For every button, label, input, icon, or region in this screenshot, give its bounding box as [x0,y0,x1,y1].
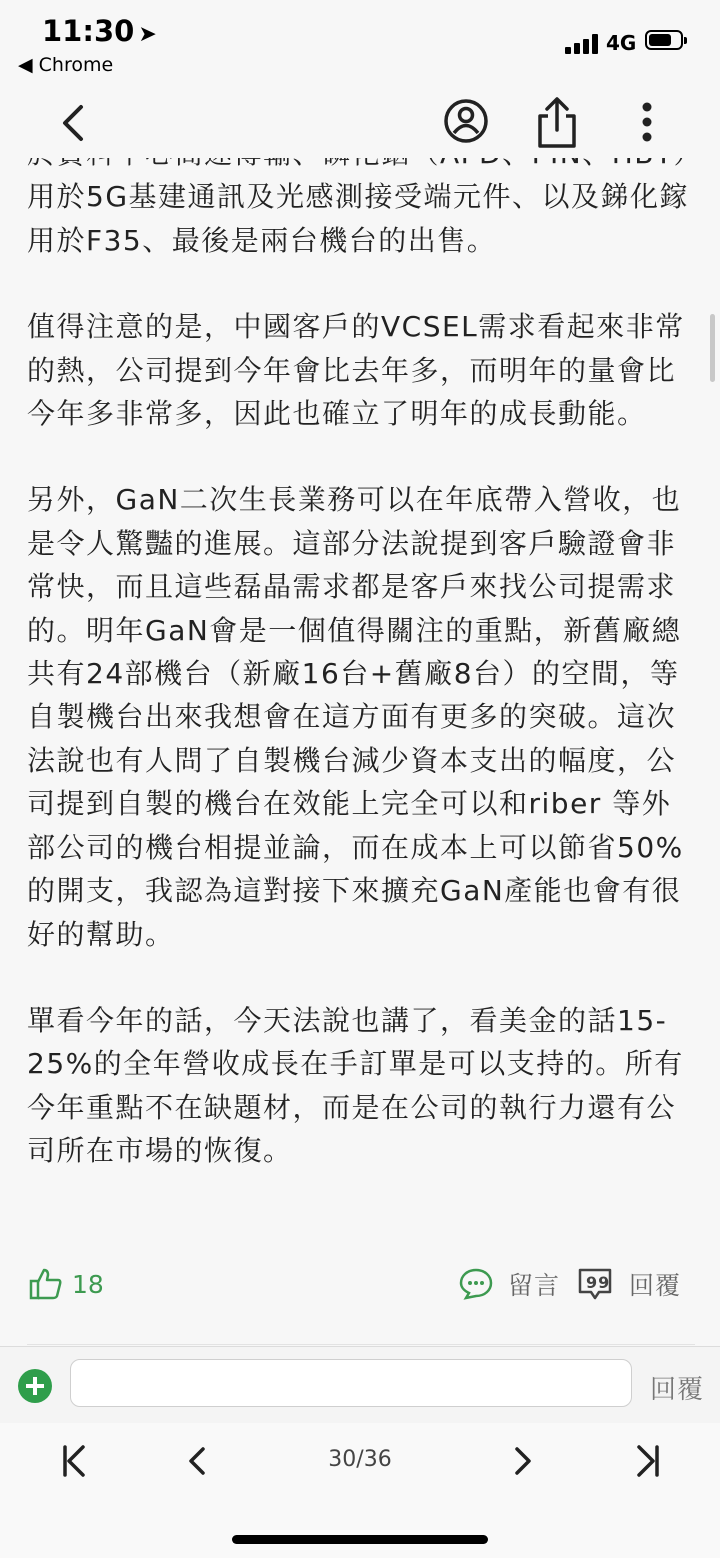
reply-input[interactable] [70,1359,632,1407]
status-bar [0,0,720,88]
divider [27,1344,695,1345]
reply-send-button[interactable]: 回覆 [650,1375,705,1405]
reply-bar [0,1346,720,1424]
page-indicator: 30/36 [328,1447,392,1472]
last-page-icon[interactable] [627,1441,667,1481]
speech-bubble-icon [458,1267,494,1301]
network-type: 4G [606,31,637,55]
location-arrow-icon: ➤ [138,22,157,47]
next-page-icon[interactable] [502,1441,542,1481]
paragraph: 用於5G基建通訊及光感測接受端元件、以及銻化鎵用於F35、最後是兩台機台的出售。 [27,180,690,257]
share-icon[interactable] [534,94,580,150]
signal-icon [565,32,601,54]
paragraph: 單看今年的話，今天法說也講了，看美金的話15-25%的全年營收成長在手訂單是可以支持的。所有今年重點不在缺題材，而是在公司的執行力還有公司所在市場的恢復。 [27,1003,684,1168]
add-attachment-icon[interactable] [18,1369,52,1403]
post-body [27,132,697,1216]
back-chevron-icon[interactable] [55,98,95,148]
user-icon[interactable] [443,98,489,144]
home-indicator[interactable] [232,1535,488,1544]
more-vertical-icon[interactable] [632,100,662,146]
post-actions [0,1258,720,1318]
pagination-bar [0,1423,720,1558]
time-text: 11:30 [42,14,135,48]
scrollbar[interactable] [710,314,715,382]
like-count: 18 [72,1269,104,1299]
reply-button[interactable] [577,1266,681,1302]
back-to-app-link[interactable]: ◀ Chrome [18,54,114,76]
paragraph: 另外，GaN二次生長業務可以在年底帶入營收，也是令人驚豔的進展。這部分法說提到客戶驗證會非常快，而且這些磊晶需求都是客戶來找公司提需求的。明年GaN會是一個值得關注的重點，新舊廠總共有24部機台（新廠16台+舊廠8台）的空間，等自製機台出來我想會在這方面有更多的突破。這次法說也有人問了自製機台減少資本支出的幅度，公司提到自製的機台在效能上完全可以和riber 等外部公司的機台相提並論，而在成本上可以節省50%的開支，我認為這對接下來擴充GaN產能也會有很好的幫助。 [27,483,684,951]
quote-reply-icon [577,1267,613,1301]
paragraph: 值得注意的是，中國客戶的VCSEL需求看起來非常的熱，公司提到今年會比去年多，而明年的量會比今年多非常多，因此也確立了明年的成長動能。 [27,310,685,431]
svg-text:99: 99 [586,1273,611,1292]
status-time [42,14,157,48]
battery-icon [645,30,683,50]
like-button[interactable] [28,1266,104,1302]
thumbs-up-icon [28,1266,64,1302]
comment-label: 留言 [508,1271,561,1300]
comment-button[interactable] [458,1266,560,1302]
reply-label: 回覆 [629,1271,682,1300]
top-nav-bar [0,88,720,158]
